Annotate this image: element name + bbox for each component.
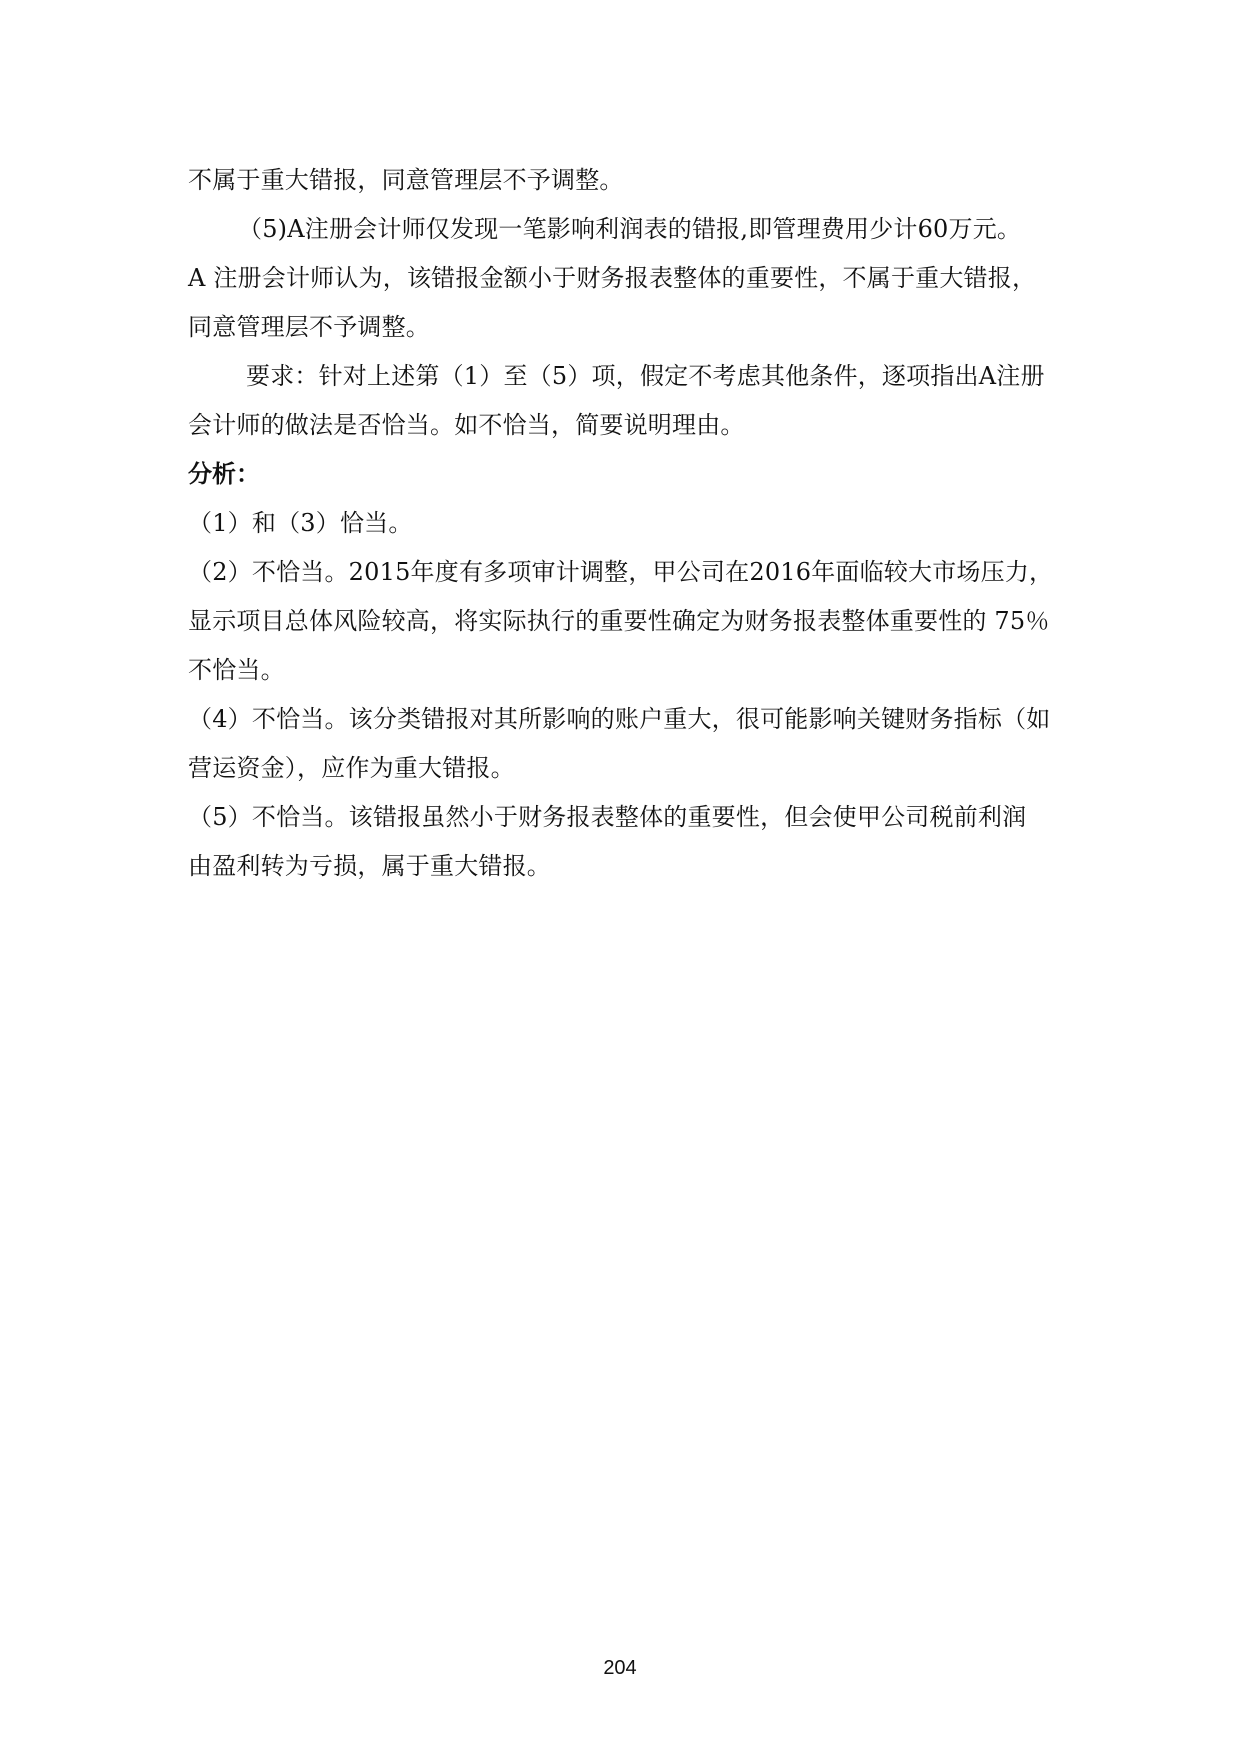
page-content xyxy=(188,156,1068,891)
analysis-line: （2）不恰当。2015年度有多项审计调整，甲公司在2016年面临较大市场压力， xyxy=(188,558,1054,586)
page-number: 204 xyxy=(603,1657,637,1679)
analysis-line: （5）不恰当。该错报虽然小于财务报表整体的重要性，但会使甲公司税前利润 xyxy=(188,803,1027,831)
analysis-line: 由盈利转为亏损，属于重大错报。 xyxy=(188,852,551,880)
analysis-line: （1）和（3）恰当。 xyxy=(188,509,413,537)
paragraph-line: 同意管理层不予调整。 xyxy=(188,313,430,341)
analysis-line: 营运资金），应作为重大错报。 xyxy=(188,754,515,782)
paragraph-line: （5)A注册会计师仅发现一笔影响利润表的错报,即管理费用少计60万元。 xyxy=(238,215,1022,243)
analysis-heading: 分析： xyxy=(188,460,260,488)
paragraph-line: 要求：针对上述第（1）至（5）项，假定不考虑其他条件，逐项指出A注册 xyxy=(246,362,1045,390)
paragraph-line: 不属于重大错报，同意管理层不予调整。 xyxy=(188,166,624,194)
analysis-line: 不恰当。 xyxy=(188,656,285,684)
analysis-line: （4）不恰当。该分类错报对其所影响的账户重大，很可能影响关键财务指标（如 xyxy=(188,705,1051,733)
analysis-line: 显示项目总体风险较高，将实际执行的重要性确定为财务报表整体重要性的 75％ xyxy=(188,607,1050,635)
paragraph-line: A 注册会计师认为，该错报金额小于财务报表整体的重要性，不属于重大错报， xyxy=(188,264,1037,292)
paragraph-line: 会计师的做法是否恰当。如不恰当，简要说明理由。 xyxy=(188,411,745,439)
